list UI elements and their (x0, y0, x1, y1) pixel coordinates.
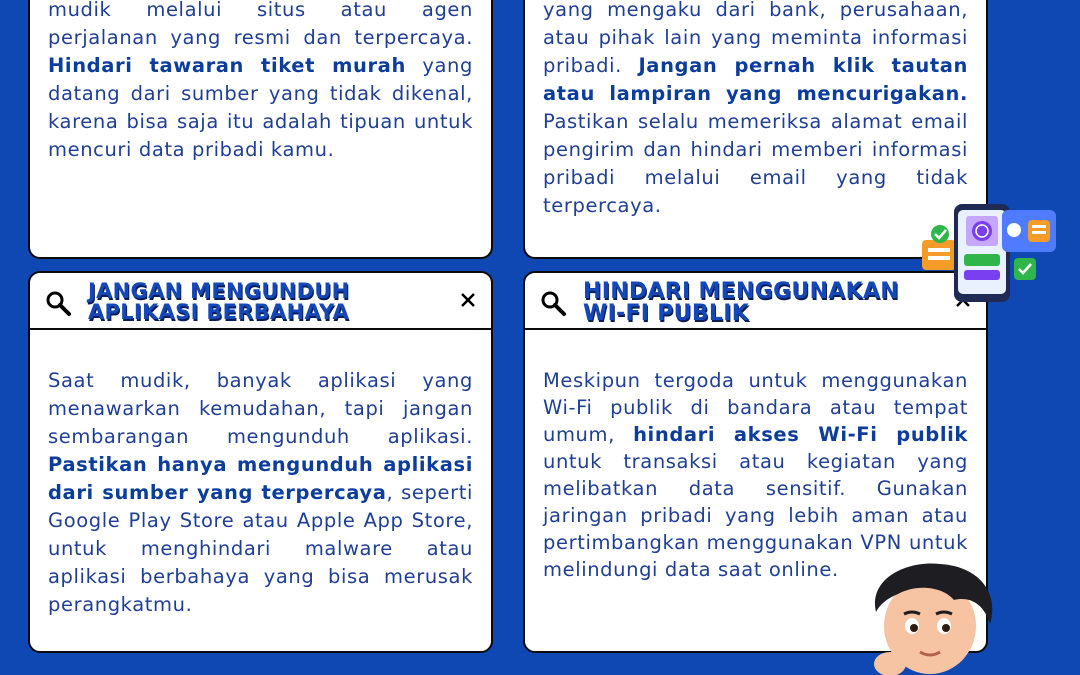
card-cheap-tickets (28, 0, 493, 259)
card-title: HINDARI MENGGUNAKAN WI-FI PUBLIK (583, 279, 900, 326)
search-icon[interactable] (539, 289, 567, 317)
card-body-text: Saat mudik, banyak aplikasi yang menawarkan kemudahan, tapi jangan sembarangan mengunduh aplikasi. Pastikan hanya mengunduh aplikasi dari sumber yang terpercaya, seperti Google Play Store atau Apple App Store, untuk menghindari malware atau aplikasi berbahaya yang bisa merusak perangkatmu. (48, 369, 473, 616)
card-header (30, 273, 491, 330)
card-body-text: Meskipun tergoda untuk menggunakan Wi-Fi publik di bandara atau tempat umum, hindari akses Wi-Fi publik untuk transaksi atau kegiatan yang melibatkan data sensitif. Gunakan jaringan pribadi yang lebih aman atau pertimbangkan menggunakan VPN untuk melindungi data saat online. (543, 369, 968, 581)
card-body-text: mudik melalui situs atau agen perjalanan yang resmi dan terpercaya. Hindari tawaran tiket murah yang datang dari sumber yang tidak dikenal, karena bisa saja itu adalah tipuan untuk mencuri data pribadi kamu. (48, 0, 473, 161)
card-dangerous-apps (28, 271, 493, 653)
card-header (525, 273, 986, 330)
card-title: JANGAN MENGUNDUH APLIKASI BERBAHAYA (88, 279, 350, 324)
card-body-text: yang mengaku dari bank, perusahaan, atau pihak lain yang meminta informasi pribadi. Jangan pernah klik tautan atau lampiran yang mencurigakan. Pastikan selalu memeriksa alamat email pengirim dan hindari memberi informasi pribadi melalui email yang tidak terpercaya. (543, 0, 969, 217)
search-icon[interactable] (44, 289, 72, 317)
character-illustration (858, 560, 1008, 675)
card-phishing-email (523, 0, 988, 259)
close-icon[interactable] (459, 291, 477, 309)
security-phone-icon (920, 200, 1060, 308)
